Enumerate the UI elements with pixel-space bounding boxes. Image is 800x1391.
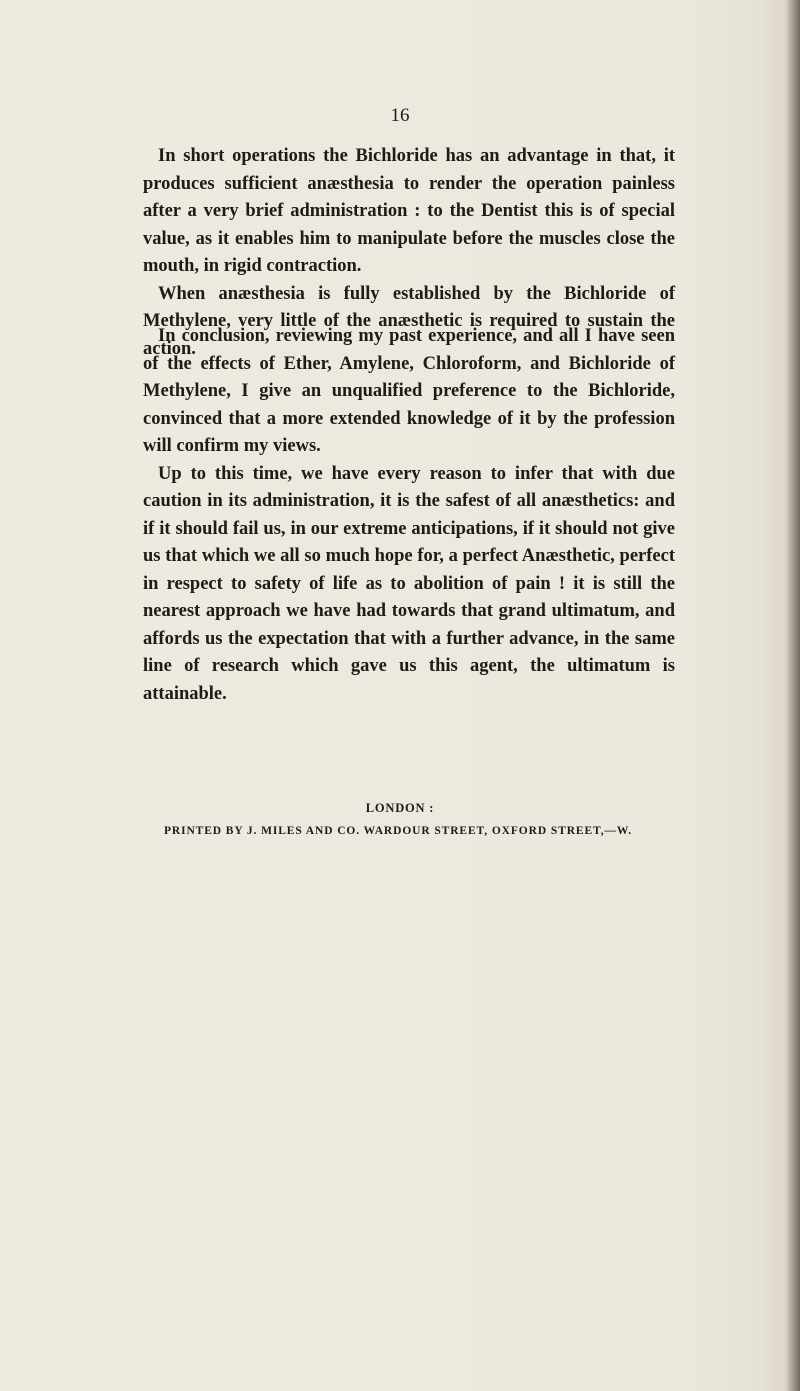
paragraph-short-operations: In short operations the Bichloride has an advantage in that, it produces sufficient anæsthesia to render the operation painless after a very brief administration : to the Dentist this is of special value, as it enables him to manipulate before the muscles close the mouth, in rigid contraction.: [143, 146, 675, 276]
page-edge-shadow: [786, 0, 800, 1391]
paragraph-conclusion: In conclusion, reviewing my past experience, and all I have seen of the effects of Ether, Amylene, Chloroform, and Bichloride of Methylene, I give an unqualified preference to the Bichloride, convinced that a more extended knowledge of it by the profession will confirm my views.: [143, 326, 675, 456]
paragraph-up-to-this-time: Up to this time, we have every reason to infer that with due caution in its administration, it is the safest of all anæsthetics: and if it should fail us, in our extreme anticipations, if it should not give us that which we all so much hope for, a perfect Anæsthetic, perfect in respect to safety of life as to abolition of pain ! it is still the nearest approach we have had towards that grand ultimatum, and affords us the expectation that with a further advance, in the same line of research which gave us this agent, the ultimatum is attainable.: [143, 463, 675, 704]
paragraph-anaesthesia-established: When anæsthesia is fully established by the Bichloride of Methylene, very little of the anæsthetic is required to sustain the action.: [143, 283, 675, 359]
page-number: 16: [390, 105, 410, 126]
imprint-printer: PRINTED BY J. MILES AND CO. WARDOUR STREET, OXFORD STREET,—W.: [163, 825, 633, 837]
text-block-conclusion: [143, 323, 675, 708]
imprint-city: LONDON :: [365, 801, 435, 815]
